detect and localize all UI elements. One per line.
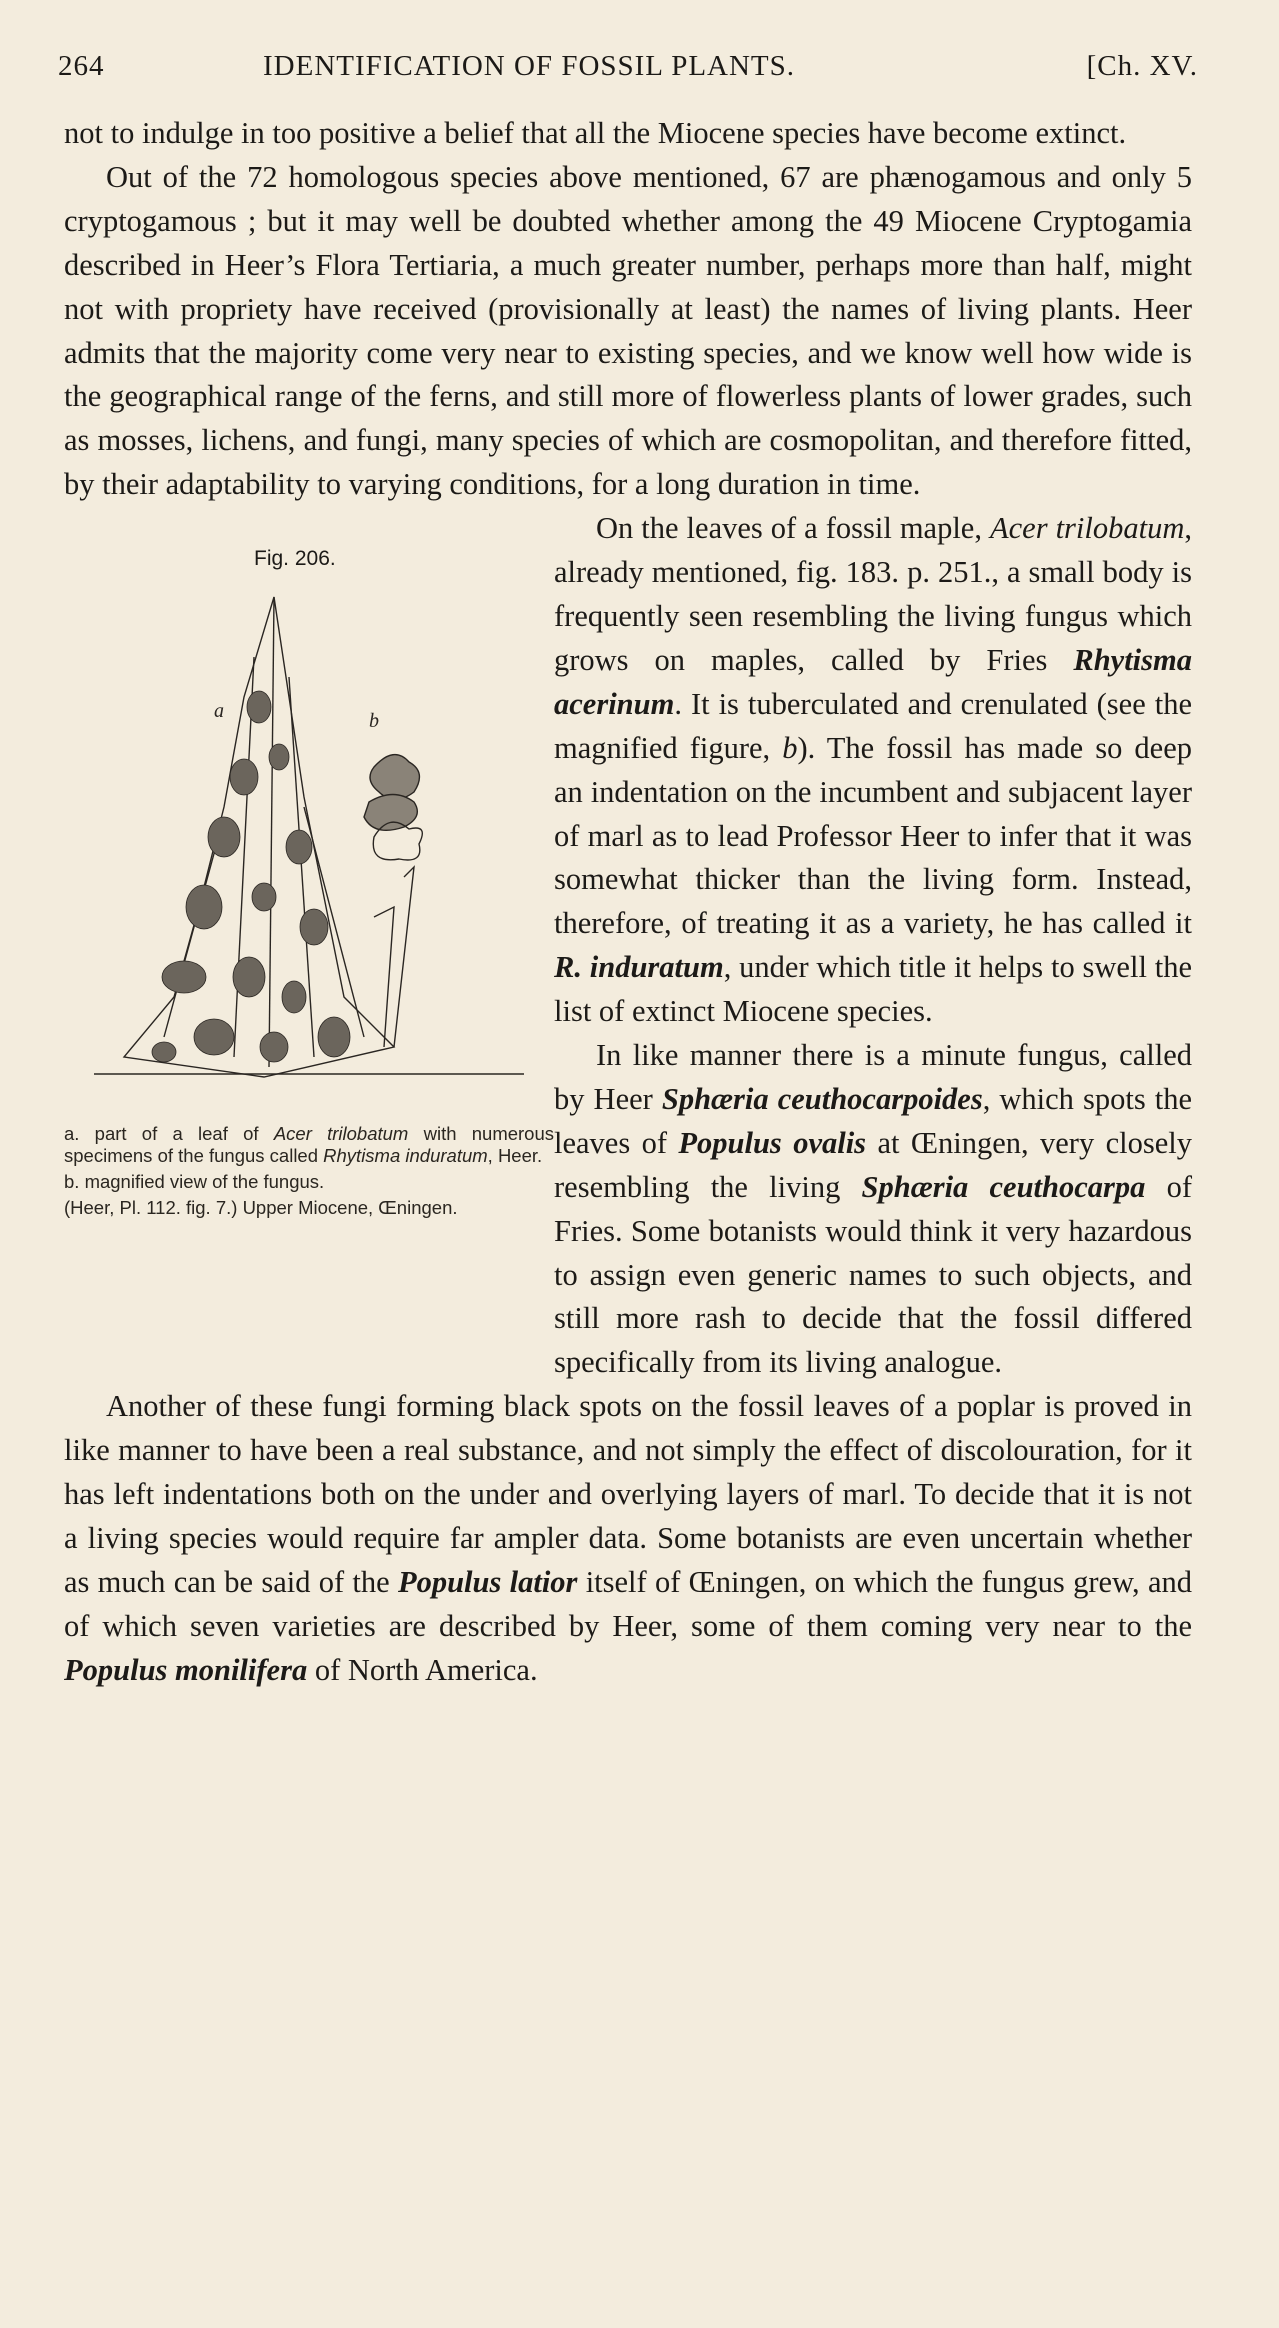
p4-t4: Populus ovalis <box>678 1125 867 1160</box>
p3-t5: . It is tuberculated and crenulated (see the magnified figure, <box>554 686 1192 765</box>
caption-a-3: with numerous specimens of the fungus called <box>64 1123 555 1167</box>
p3-t8: R. induratum <box>554 950 724 985</box>
p3-t2: Acer trilobatum <box>989 511 1185 546</box>
chapter-label: [Ch. XV. <box>1086 50 1198 82</box>
p5-t4: Populus monilifera <box>64 1652 308 1687</box>
caption-a-1: a. part of a leaf of <box>64 1123 274 1145</box>
caption-a <box>64 1123 554 1167</box>
p4-t3: , which spots the leaves of <box>554 1081 1192 1160</box>
paragraph-5 <box>64 1385 1192 1692</box>
mark-b: b <box>369 710 379 733</box>
paragraph-2-text: Out of the 72 homologous species above mentioned, 67 are phænogamous and only 5 cryptogamous ; but it may well be doubted whether among the 49 Miocene Cryptogamia described in Heer’s Flora Tertiaria, a much greater number, perhaps more than half, might not with propriety have received (provisionally at least) the names of living plants. Heer admits that the majority come very near to existing species, and we know well how wide is the geographical range of the ferns, and still more of flowerless plants of lower grades, such as mosses, lichens, and fungi, many species of which are cosmopolitan, and therefore fitted, by their adaptability to varying conditions, for a long duration in time. <box>64 159 1192 502</box>
mark-a: a <box>214 700 224 723</box>
p3-t7: ). The fossil has made so deep an indentation on the incumbent and subjacent layer of marl as to lead Professor Heer to infer that it was somewhat thicker than the living form. Instead, therefore, of treating it as a variety, he has called it <box>554 730 1192 941</box>
p3-t4: Rhytisma acerinum <box>554 642 1192 721</box>
p5-t3: itself of Œningen, on which the fungus grew, and of which seven varieties are described by Heer, some of them coming very near to the <box>64 1564 1192 1643</box>
p4-t7: of Fries. Some botanists would think it very hazardous to assign even generic names to such objects, and still more rash to decide that the fossil differed specifically from its living analogue. <box>554 1169 1192 1380</box>
running-title: IDENTIFICATION OF FOSSIL PLANTS. <box>263 50 796 82</box>
p5-t2: Populus latior <box>397 1564 578 1599</box>
caption-source: (Heer, Pl. 112. fig. 7.) Upper Miocene, Œningen. <box>64 1197 458 1219</box>
fungus-magnified <box>364 755 422 860</box>
p4-t2: Sphæria ceuthocarpoides <box>661 1081 983 1116</box>
caption-b: b. magnified view of the fungus. <box>64 1171 325 1193</box>
fungus-leaf-illustration <box>64 577 534 1117</box>
caption-a-4: Rhytisma induratum <box>323 1145 488 1167</box>
paragraph-1: not to indulge in too positive a belief that all the Miocene species have become extinct. <box>64 116 1127 150</box>
figure-caption <box>64 1123 554 1223</box>
p3-t6: b <box>782 730 798 765</box>
p4-t5: at Œningen, very closely resembling the living <box>554 1125 1192 1204</box>
paragraph-2 <box>64 156 1192 507</box>
p3-t1: On the leaves of a fossil maple, <box>596 511 990 546</box>
p5-t1: Another of these fungi forming black spots on the fossil leaves of a poplar is proved in like manner to have been a real substance, and not simply the effect of discolouration, for it has left indentations both on the under and overlying layers of marl. To decide that it is not a living species would require far ampler data. Some botanists are even uncertain whether as much can be said of the <box>64 1389 1192 1599</box>
page-number: 264 <box>58 50 105 82</box>
p4-t6: Sphæria ceuthocarpa <box>861 1169 1146 1204</box>
p4-t1: In like manner there is a minute fungus, called by Heer <box>554 1038 1192 1116</box>
p3-t9: , under which title it helps to swell the list of extinct Miocene species. <box>554 950 1192 1029</box>
running-header <box>58 50 1198 94</box>
figure-206 <box>64 537 554 1377</box>
caption-a-2: Acer trilobatum <box>273 1123 409 1145</box>
p5-t5: of North America. <box>307 1652 538 1687</box>
figure-label: Fig. 206. <box>254 547 336 571</box>
leaf-outline <box>124 597 394 1077</box>
caption-a-5: , Heer. <box>487 1145 543 1167</box>
body-text <box>64 112 1192 1693</box>
p3-t3: , already mentioned, fig. 183. p. 251., a small body is frequently seen resembling the living fungus which grows on maples, called by Fries <box>554 511 1192 677</box>
